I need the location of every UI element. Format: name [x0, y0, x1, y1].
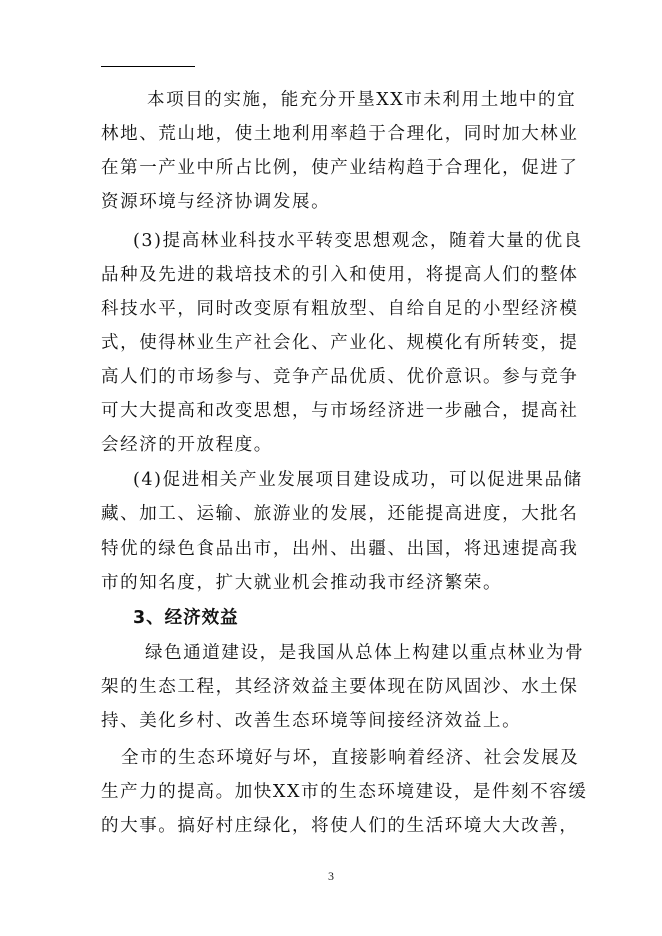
paragraph-2-line-3: 科技水平，同时改变原有粗放型、自给自足的小型经济模 [101, 299, 579, 319]
paragraph-4-line-1: 绿色通道建设，是我国从总体上构建以重点林业为骨 [145, 643, 585, 663]
paragraph-2-line-6: 可大大提高和改变思想，与市场经济进一步融合，提高社 [101, 401, 579, 421]
paragraph-1-line-4: 资源环境与经济协调发展。 [101, 192, 331, 212]
paragraph-3-line-4: 市的知名度，扩大就业机会推动我市经济繁荣。 [101, 573, 503, 593]
paragraph-1-line-3: 在第一产业中所占比例，使产业结构趋于合理化，促进了 [101, 158, 579, 178]
paragraph-3-line-2: 藏、加工、运输、旅游业的发展，还能提高进度，大批名 [101, 504, 579, 524]
footnote-separator-rule [101, 66, 195, 67]
section-heading-economic-benefits: 3、经济效益 [133, 608, 239, 628]
paragraph-3-line-3: 特优的绿色食品出市，出州、出疆、出国，将迅速提高我 [101, 539, 579, 559]
paragraph-2-line-5: 高人们的市场参与、竞争产品优质、优价意识。参与竞争 [101, 367, 579, 387]
paragraph-2-line-7: 会经济的开放程度。 [101, 435, 273, 455]
paragraph-2-line-2: 品种及先进的栽培技术的引入和使用，将提高人们的整体 [101, 265, 579, 285]
paragraph-3-line-1: (4)促进相关产业发展项目建设成功，可以促进果品储 [133, 470, 583, 490]
paragraph-4-line-3: 持、美化乡村、改善生态环境等间接经济效益上。 [101, 711, 522, 731]
paragraph-1-line-2: 林地、荒山地，使土地利用率趋于合理化，同时加大林业 [101, 124, 579, 144]
paragraph-1-line-1: 本项目的实施，能充分开垦XX市未利用土地中的宜 [147, 90, 577, 110]
paragraph-5-line-3: 的大事。搞好村庄绿化，将使人们的生活环境大大改善， [101, 816, 579, 836]
paragraph-5-line-1: 全市的生态环境好与坏，直接影响着经济、社会发展及 [121, 748, 580, 768]
page-number: 3 [328, 869, 334, 883]
paragraph-2-line-4: 式，使得林业生产社会化、产业化、规模化有所转变，提 [101, 333, 579, 353]
paragraph-4-line-2: 架的生态工程，其经济效益主要体现在防风固沙、水土保 [101, 677, 579, 697]
paragraph-2-line-1: (3)提高林业科技水平转变思想观念，随着大量的优良 [133, 231, 583, 251]
paragraph-5-line-2: 生产力的提高。加快XX市的生态环境建设，是件刻不容缓 [101, 782, 588, 802]
